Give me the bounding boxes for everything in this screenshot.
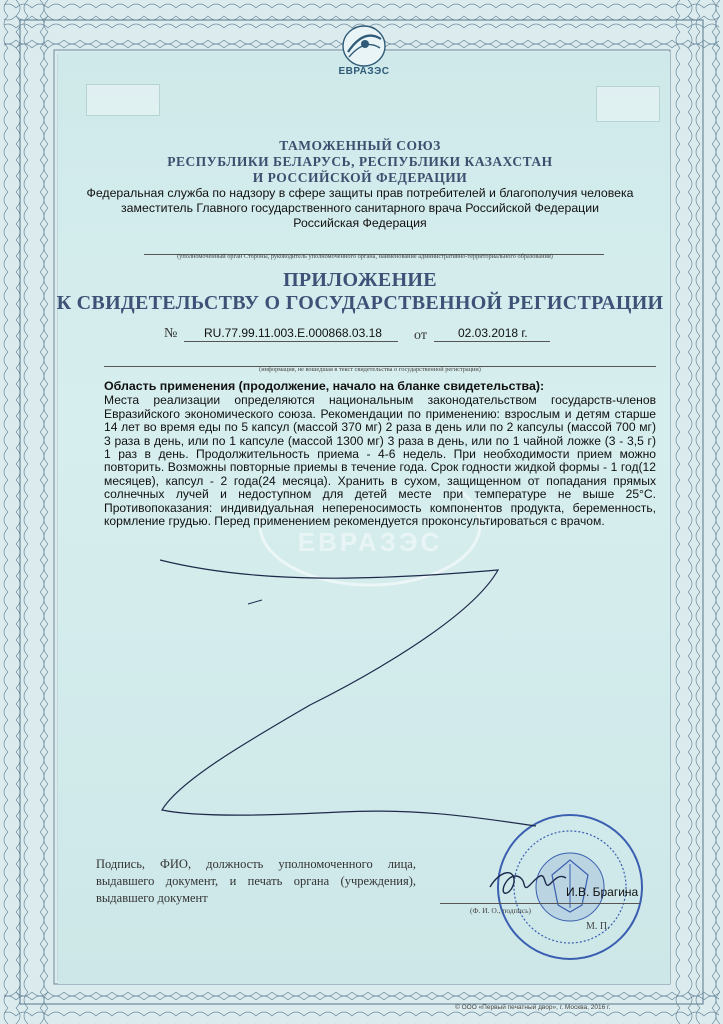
application-text (104, 380, 656, 528)
header-republics: РЕСПУБЛИКИ БЕЛАРУСЬ, РЕСПУБЛИКИ КАЗАХСТАН (167, 154, 553, 169)
agency-line-1: Федеральная служба по надзору в сфере защиты прав потребителей и благополучия человека (86, 186, 634, 200)
document-subtitle: К СВИДЕТЕЛЬСТВУ О ГОСУДАРСТВЕННОЙ РЕГИСТРАЦИИ (56, 292, 664, 314)
date-underline (434, 341, 550, 342)
agency-line-3: Российская Федерация (293, 216, 427, 230)
document-title: ПРИЛОЖЕНИЕ (283, 269, 437, 291)
security-box-left (86, 84, 160, 116)
application-heading: Область применения (продолжение, начало на бланке свидетельства): (104, 379, 545, 393)
agency-line-2: заместитель Главного государственного санитарного врача Российской Федерации (121, 201, 599, 215)
eurasec-logo (325, 22, 403, 82)
logo-text: ЕВРАЗЭС (338, 66, 390, 77)
signature-label: Подпись, ФИО, должность уполномоченного лица, выдавшего документ, и печать органа (учреждения), выдавшего документ (96, 857, 416, 905)
registration-number: RU.77.99.11.003.E.000868.03.18 (204, 326, 382, 340)
printer-note: © ООО «Первый печатный двор», г. Москва, 2016 г. (455, 1004, 611, 1011)
number-label: № (164, 326, 178, 341)
signature-underline (440, 903, 640, 904)
seal-caption: М. П. (586, 921, 610, 932)
date-label: от (414, 328, 427, 343)
fio-caption: (Ф. И. О., подпись) (470, 906, 532, 915)
header-federation: И РОССИЙСКОЙ ФЕДЕРАЦИИ (252, 170, 468, 185)
security-box-right (596, 86, 660, 122)
application-body: Места реализации определяются национальным законодательством государств-членов Евразийского экономического союза. Рекомендации по применению: взрослым и детям старше 14 лет во время еды по 5 капсул (массой 370 мг) 2 раза в день или по 2 капсулы (массой 700 мг) 3 раза в день, или по 1 капсуле (массой 1300 мг) 3 раза в день, или по 1 чайной ложке (3 - 3,5 г) 1 раз в день. Продолжительность приема - 4-6 недель. При необходимости прием можно повторить. Возможны повторные приемы в течение года. Срок годности жидкой формы - 1 год(12 месяцев), капсул - 2 года(24 месяца). Хранить в сухом, защищенном от попадания прямых солнечных лучей и недоступном для детей месте при температуре не выше 25°С. Противопоказания: индивидуальная непереносимость компонентов продукта, беременность, кормление грудью. Перед применением рекомендуется проконсультироваться с врачом. (104, 393, 656, 529)
info-caption: (информация, не вошедшая в текст свидетельства о государственной регистрации) (259, 366, 481, 373)
header-union: ТАМОЖЕННЫЙ СОЮЗ (279, 138, 441, 153)
agency-caption: (уполномоченный орган Стороны, руководитель уполномоченного органа, наименование административно-территориального образования) (177, 253, 553, 260)
svg-text:ЕВРАЗЭС: ЕВРАЗЭС (297, 527, 443, 557)
signer-name: И.В. Брагина (566, 885, 639, 899)
number-underline (184, 341, 398, 342)
registration-date: 02.03.2018 г. (458, 326, 528, 340)
